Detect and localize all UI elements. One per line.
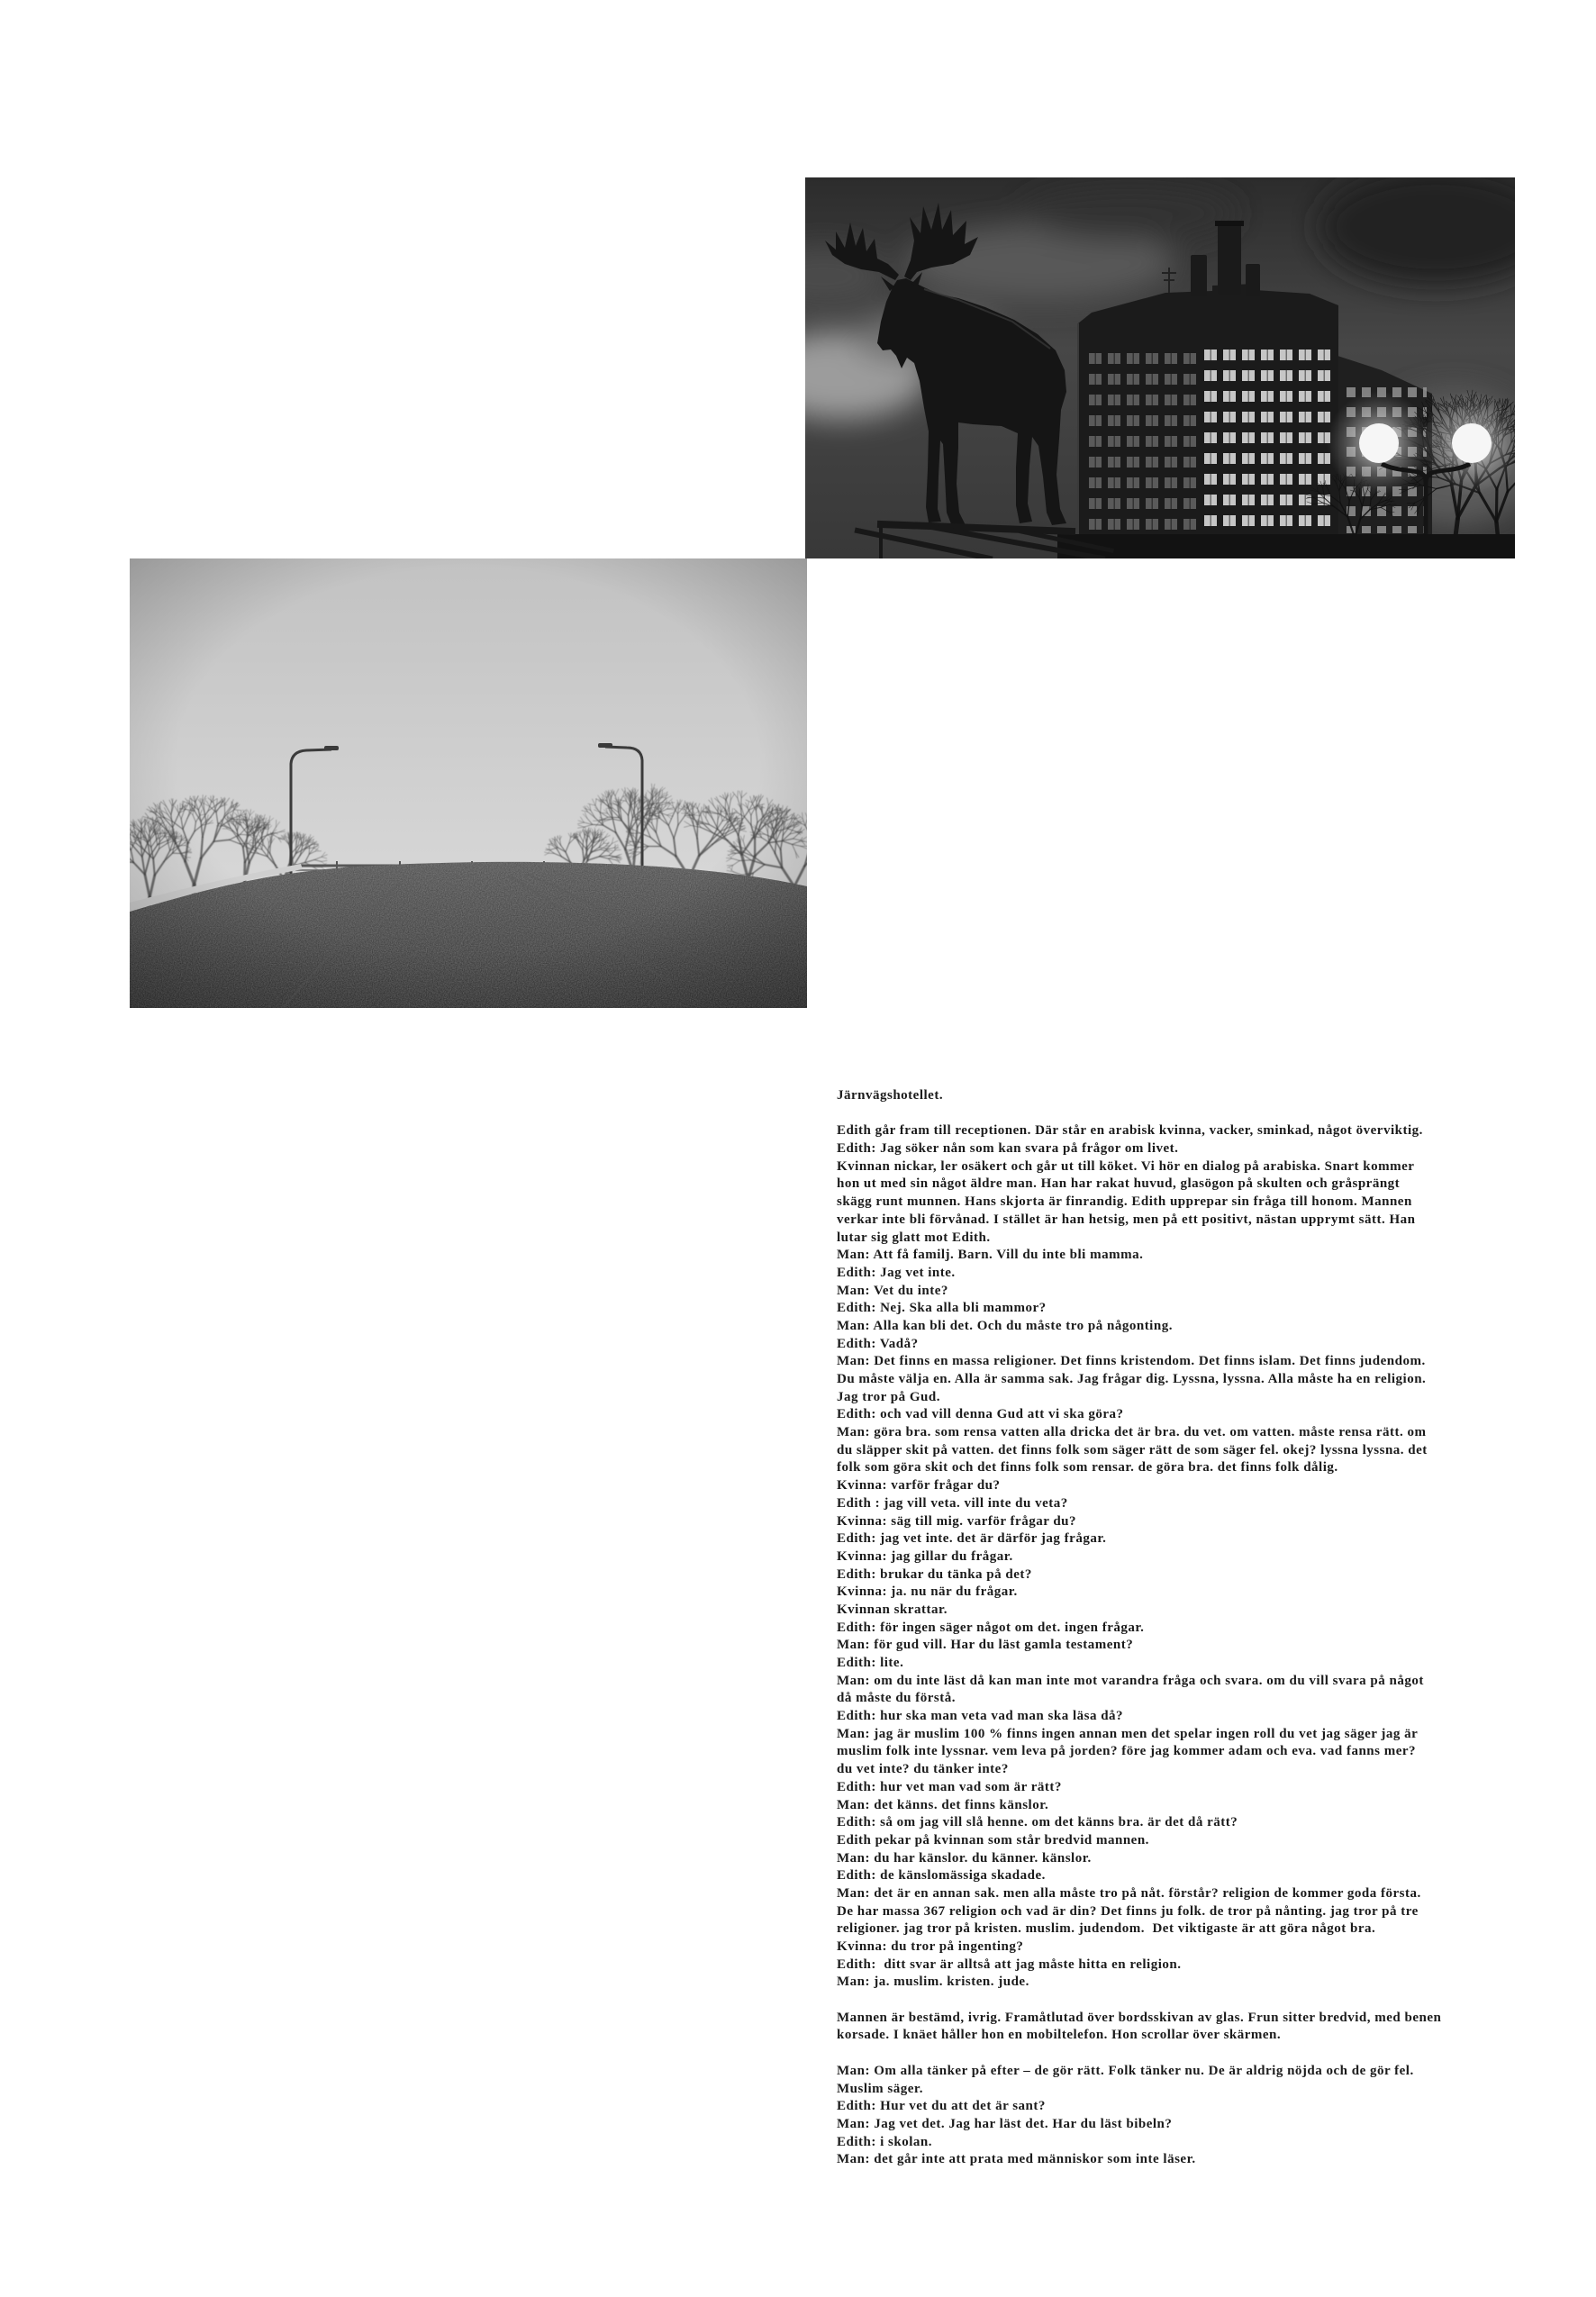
text-line: Man: du har känslor. du känner. känslor. xyxy=(837,1850,1092,1866)
dialogue-lines xyxy=(837,1105,1557,2169)
text-line: då måste du förstå. xyxy=(837,1691,956,1706)
text-line: Man: Vet du inte? xyxy=(837,1283,948,1298)
text-line: Edith: brukar du tänka på det? xyxy=(837,1566,1032,1582)
text-line: Kvinna: du tror på ingenting? xyxy=(837,1939,1024,1954)
lamp-globe xyxy=(1359,423,1399,463)
manuscript-text xyxy=(837,1087,1557,2169)
text-line: Edith: Jag söker nån som kan svara på frågor om livet. xyxy=(837,1141,1179,1157)
text-line: Mannen är bestämd, ivrig. Framåtlutad över bordsskivan av glas. Frun sitter bredvid, med benen xyxy=(837,2010,1442,2025)
text-line: Kvinna: varför frågar du? xyxy=(837,1478,1001,1494)
text-line: Man: ja. muslim. kristen. jude. xyxy=(837,1975,1029,1990)
text-line: Man: för gud vill. Har du läst gamla testament? xyxy=(837,1638,1134,1653)
text-line: Edith: Jag vet inte. xyxy=(837,1265,956,1280)
ground xyxy=(1057,534,1515,558)
text-line: religioner. jag tror på kristen. muslim. judendom. Det viktigaste är att göra något bra. xyxy=(837,1921,1376,1937)
tower-windows-lit xyxy=(1202,345,1334,536)
text-line: Kvinnan skrattar. xyxy=(837,1602,948,1617)
text-line: Kvinna: ja. nu när du frågar. xyxy=(837,1584,1018,1600)
text-line: Edith: de känslomässiga skadade. xyxy=(837,1868,1046,1884)
text-line: du vet inte? du tänker inte? xyxy=(837,1762,1009,1777)
text-line: korsade. I knäet håller hon en mobiltelefon. Hon scrollar över skärmen. xyxy=(837,2028,1282,2043)
vignette xyxy=(130,558,807,1008)
scene-title: Järnvägshotellet. xyxy=(837,1088,944,1103)
text-line: Edith: Hur vet du att det är sant? xyxy=(837,2099,1046,2114)
text-line: Edith går fram till receptionen. Där står en arabisk kvinna, vacker, sminkad, något överviktig. xyxy=(837,1123,1423,1139)
text-line: Edith: Vadå? xyxy=(837,1336,919,1351)
text-line: Edith: Nej. Ska alla bli mammor? xyxy=(837,1301,1047,1316)
text-line: Edith: i skolan. xyxy=(837,2134,932,2149)
text-line: du släpper skit på vatten. det finns folk som säger rätt de som säger fel. okej? lyssna lyssna. det xyxy=(837,1442,1428,1457)
text-line: verkar inte bli förvånad. I stället är han hetsig, men på ett positivt, nästan upprymt sätt. Han xyxy=(837,1212,1416,1227)
text-line xyxy=(837,1992,1557,2010)
text-line: Edith: hur ska man veta vad man ska läsa då? xyxy=(837,1709,1124,1724)
text-line: Kvinna: säg till mig. varför frågar du? xyxy=(837,1513,1077,1529)
text-line: Man: Det finns en massa religioner. Det finns kristendom. Det finns islam. Det finns judendom. xyxy=(837,1354,1426,1369)
text-line: Edith : jag vill veta. vill inte du veta? xyxy=(837,1495,1068,1511)
text-line: folk som göra skit och det finns folk som rensar. de göra bra. det finns folk dålig. xyxy=(837,1460,1338,1475)
tower-windows-dim xyxy=(1086,349,1202,536)
text-line: Man: det går inte att prata med människor som inte läser. xyxy=(837,2152,1196,2167)
text-line: Edith: så om jag vill slå henne. om det känns bra. är det då rätt? xyxy=(837,1815,1238,1830)
text-line: Man: Att få familj. Barn. Vill du inte bli mamma. xyxy=(837,1248,1144,1263)
text-line: Man: Alla kan bli det. Och du måste tro på någonting. xyxy=(837,1318,1173,1333)
text-line: De har massa 367 religion och vad är din? Det finns ju folk. de tror på nånting. jag tror på tre xyxy=(837,1903,1419,1919)
text-line: Edith: ditt svar är alltså att jag måste hitta en religion. xyxy=(837,1957,1182,1972)
text-line: Muslim säger. xyxy=(837,2081,923,2096)
text-line: Edith: och vad vill denna Gud att vi ska göra? xyxy=(837,1407,1124,1422)
text-line: lutar sig glatt mot Edith. xyxy=(837,1230,991,1245)
text-line: Man: göra bra. som rensa vatten alla dricka det är bra. du vet. om vatten. måste rensa rätt. om xyxy=(837,1425,1427,1440)
text-line: hon ut med sin något äldre man. Han har rakat huvud, glasögon på skulten och gråsprängt xyxy=(837,1176,1401,1192)
text-line: Du måste välja en. Alla är samma sak. Jag frågar dig. Lyssna, lyssna. Alla måste ha en religion. xyxy=(837,1372,1427,1386)
text-line: Man: om du inte läst då kan man inte mot varandra fråga och svara. om du vill svara på något xyxy=(837,1673,1424,1688)
text-line: Edith: hur vet man vad som är rätt? xyxy=(837,1779,1062,1794)
text-line: Jag tror på Gud. xyxy=(837,1389,940,1404)
text-line: muslim folk inte lyssnar. vem leva på jorden? före jag kommer adam och eva. vad fanns mer? xyxy=(837,1744,1417,1759)
text-line: Edith pekar på kvinnan som står bredvid mannen. xyxy=(837,1832,1149,1848)
text-line: Man: det känns. det finns känslor. xyxy=(837,1797,1049,1812)
text-line: skägg runt munnen. Hans skjorta är finrandig. Edith upprepar sin fråga till honom. Mannen xyxy=(837,1194,1412,1210)
text-line: Man: Om alla tänker på efter – de gör rätt. Folk tänker nu. De är aldrig nöjda och de gör fel. xyxy=(837,2063,1414,2078)
text-line: Kvinna: jag gillar du frågar. xyxy=(837,1548,1013,1564)
text-line xyxy=(837,2045,1557,2063)
text-line: Man: Jag vet det. Jag har läst det. Har du läst bibeln? xyxy=(837,2116,1173,2131)
text-line xyxy=(837,1105,1557,1123)
moose-statue-photo xyxy=(805,177,1515,558)
text-line: Man: det är en annan sak. men alla måste tro på nåt. förstår? religion de kommer goda första. xyxy=(837,1885,1421,1901)
text-line: Edith: lite. xyxy=(837,1656,904,1670)
text-line: Edith: för ingen säger något om det. ingen frågar. xyxy=(837,1620,1145,1635)
text-line: Man: jag är muslim 100 % finns ingen annan men det spelar ingen roll du vet jag säger jag är xyxy=(837,1726,1419,1741)
text-line: Edith: jag vet inte. det är därför jag frågar. xyxy=(837,1531,1107,1547)
text-line: Kvinnan nickar, ler osäkert och går ut till köket. Vi hör en dialog på arabiska. Snart kommer xyxy=(837,1158,1415,1174)
hill-streetlights-photo xyxy=(130,558,807,1008)
lamp-globe xyxy=(1452,423,1492,463)
